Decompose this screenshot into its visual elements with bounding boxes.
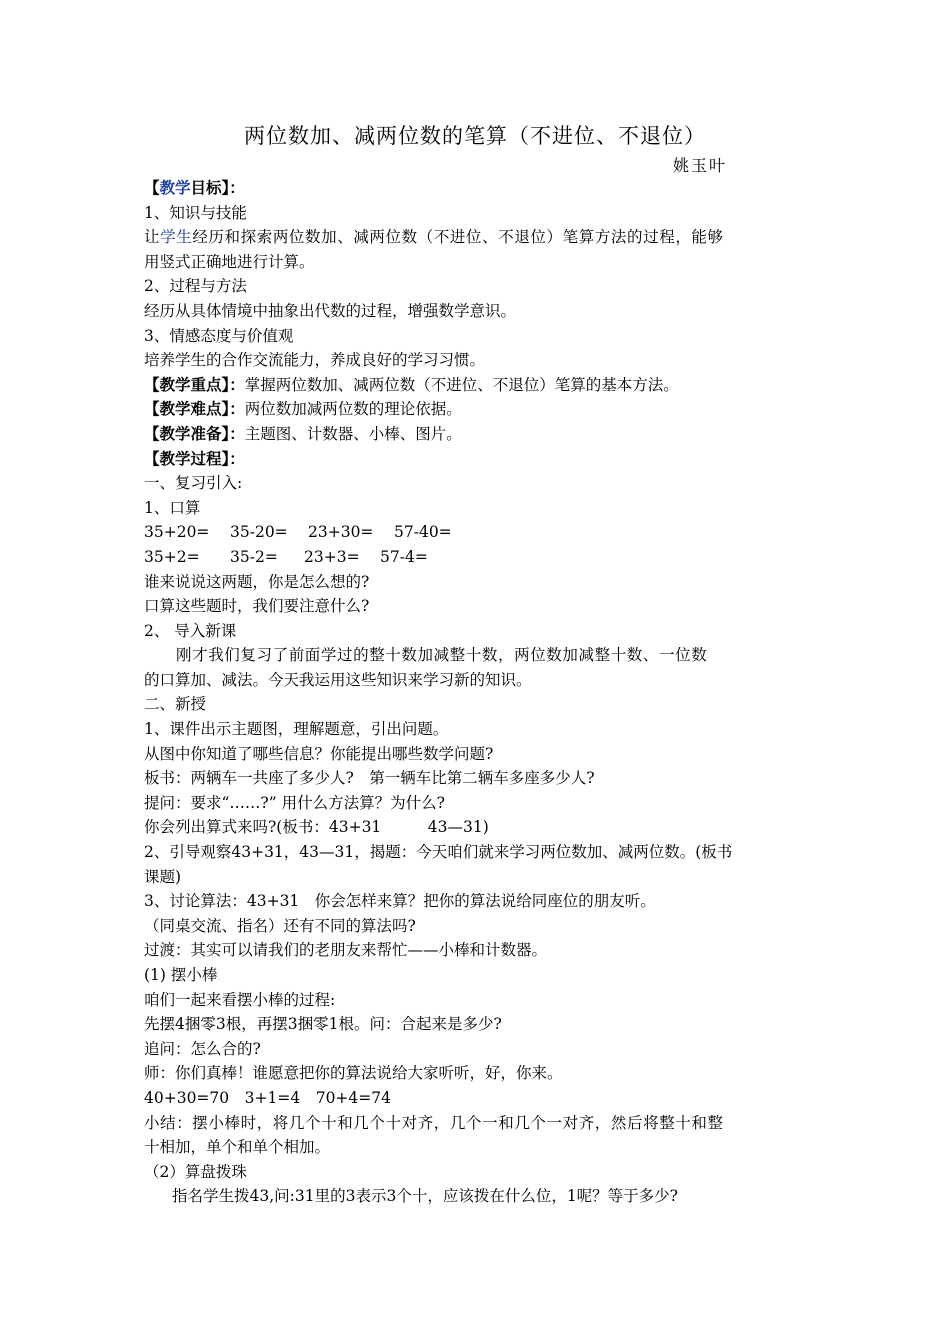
calc-row-2: 35+2= 35-2= 23+3= 57-4=: [144, 547, 428, 566]
lesson-line: 十相加，单个和单个相加。: [144, 1138, 331, 1157]
lesson-line: 2、引导观察43+31，43—31，揭题：今天咱们就来学习两位数加、减两位数。(板书: [144, 843, 733, 862]
objective-process-text: 经历从具体情境中抽象出代数的过程，增强数学意识。: [144, 301, 517, 320]
objectives-heading: 【教学目标】：: [144, 178, 245, 197]
section-new-lesson: 二、新授: [144, 695, 207, 714]
objective-process-heading: 2、过程与方法: [144, 277, 247, 296]
lesson-line: 1、课件出示主题图，理解题意，引出问题。: [144, 720, 449, 739]
objective-emotion-text: 培养学生的合作交流能力，养成良好的学习习惯。: [144, 351, 486, 370]
lesson-line: 小结：摆小棒时，将几个十和几个十对齐，几个一和几个一对齐，然后将整十和整: [144, 1113, 724, 1132]
lesson-line: 课题): [144, 867, 182, 886]
lesson-line: 从图中你知道了哪些信息？你能提出哪些数学问题?: [144, 744, 494, 763]
lesson-line: 师：你们真棒！谁愿意把你的算法说给大家听听，好，你来。: [144, 1064, 563, 1083]
keyword-link-student[interactable]: 学生: [160, 228, 193, 247]
lesson-line: (1) 摆小棒: [144, 966, 218, 984]
lesson-line: 指名学生拨43,问:31里的3表示3个十，应该拨在什么位，1呢？等于多少?: [172, 1187, 678, 1206]
question-2: 口算这些题时，我们要注意什么?: [144, 597, 370, 616]
document-body: [144, 176, 816, 1209]
keyword-link-teaching[interactable]: 教学: [159, 178, 191, 197]
lesson-line: 3、讨论算法：43+31 你会怎样来算？把你的算法说给同座位的朋友听。: [144, 892, 656, 911]
intro-text-cont: 的口算加、减法。今天我运用这些知识来学习新的知识。: [144, 670, 532, 689]
lesson-line: 板书：两辆车一共座了多少人? 第一辆车比第二辆车多座多少人?: [144, 769, 595, 788]
question-1: 谁来说说这两题，你是怎么想的?: [144, 572, 370, 591]
process-heading: 【教学过程】：: [144, 448, 245, 468]
subsection-intro: 2、 导入新课: [144, 621, 237, 640]
lesson-line: 提问：要求“……?” 用什么方法算？为什么?: [144, 793, 445, 812]
difficulty: 【教学难点】：两位数加减两位数的理论依据。: [144, 399, 462, 419]
lesson-line: 40+30=70 3+1=4 70+4=74: [144, 1088, 391, 1107]
lesson-line: 追问：怎么合的?: [144, 1039, 261, 1058]
lesson-line: 咱们一起来看摆小棒的过程:: [144, 990, 336, 1009]
lesson-line: 过渡：其实可以请我们的老朋友来帮忙——小棒和计数器。: [144, 941, 548, 960]
objective-knowledge-text-cont: 用竖式正确地进行计算。: [144, 252, 315, 271]
section-review: 一、复习引入:: [144, 474, 243, 493]
objective-knowledge-text: 让学生经历和探索两位数加、减两位数（不进位、不退位）笔算方法的过程，能够: [144, 228, 724, 247]
lesson-line: （2）算盘拨珠: [144, 1162, 247, 1181]
lesson-line: 先摆4捆零3根，再摆3捆零1根。问：合起来是多少?: [144, 1015, 502, 1034]
objective-emotion-heading: 3、情感态度与价值观: [144, 326, 294, 345]
author-name: 姚玉叶: [673, 156, 728, 175]
lesson-line: 你会列出算式来吗?(板书：43+31 43—31): [144, 818, 489, 837]
document-title: 两位数加、减两位数的笔算（不进位、不退位）: [244, 124, 706, 148]
calc-row-1: 35+20= 35-20= 23+30= 57-40=: [144, 523, 452, 542]
objective-knowledge-heading: 1、知识与技能: [144, 203, 247, 222]
intro-text: 刚才我们复习了前面学过的整十数加减整十数，两位数加减整十数、一位数: [176, 646, 708, 665]
preparation: 【教学准备】：主题图、计数器、小棒、图片。: [144, 423, 462, 443]
lesson-line: （同桌交流、指名）还有不同的算法吗?: [144, 916, 416, 935]
subsection-mental-calc: 1、口算: [144, 498, 201, 517]
key-point: 【教学重点】：掌握两位数加、减两位数（不进位、不退位）笔算的基本方法。: [144, 374, 679, 394]
